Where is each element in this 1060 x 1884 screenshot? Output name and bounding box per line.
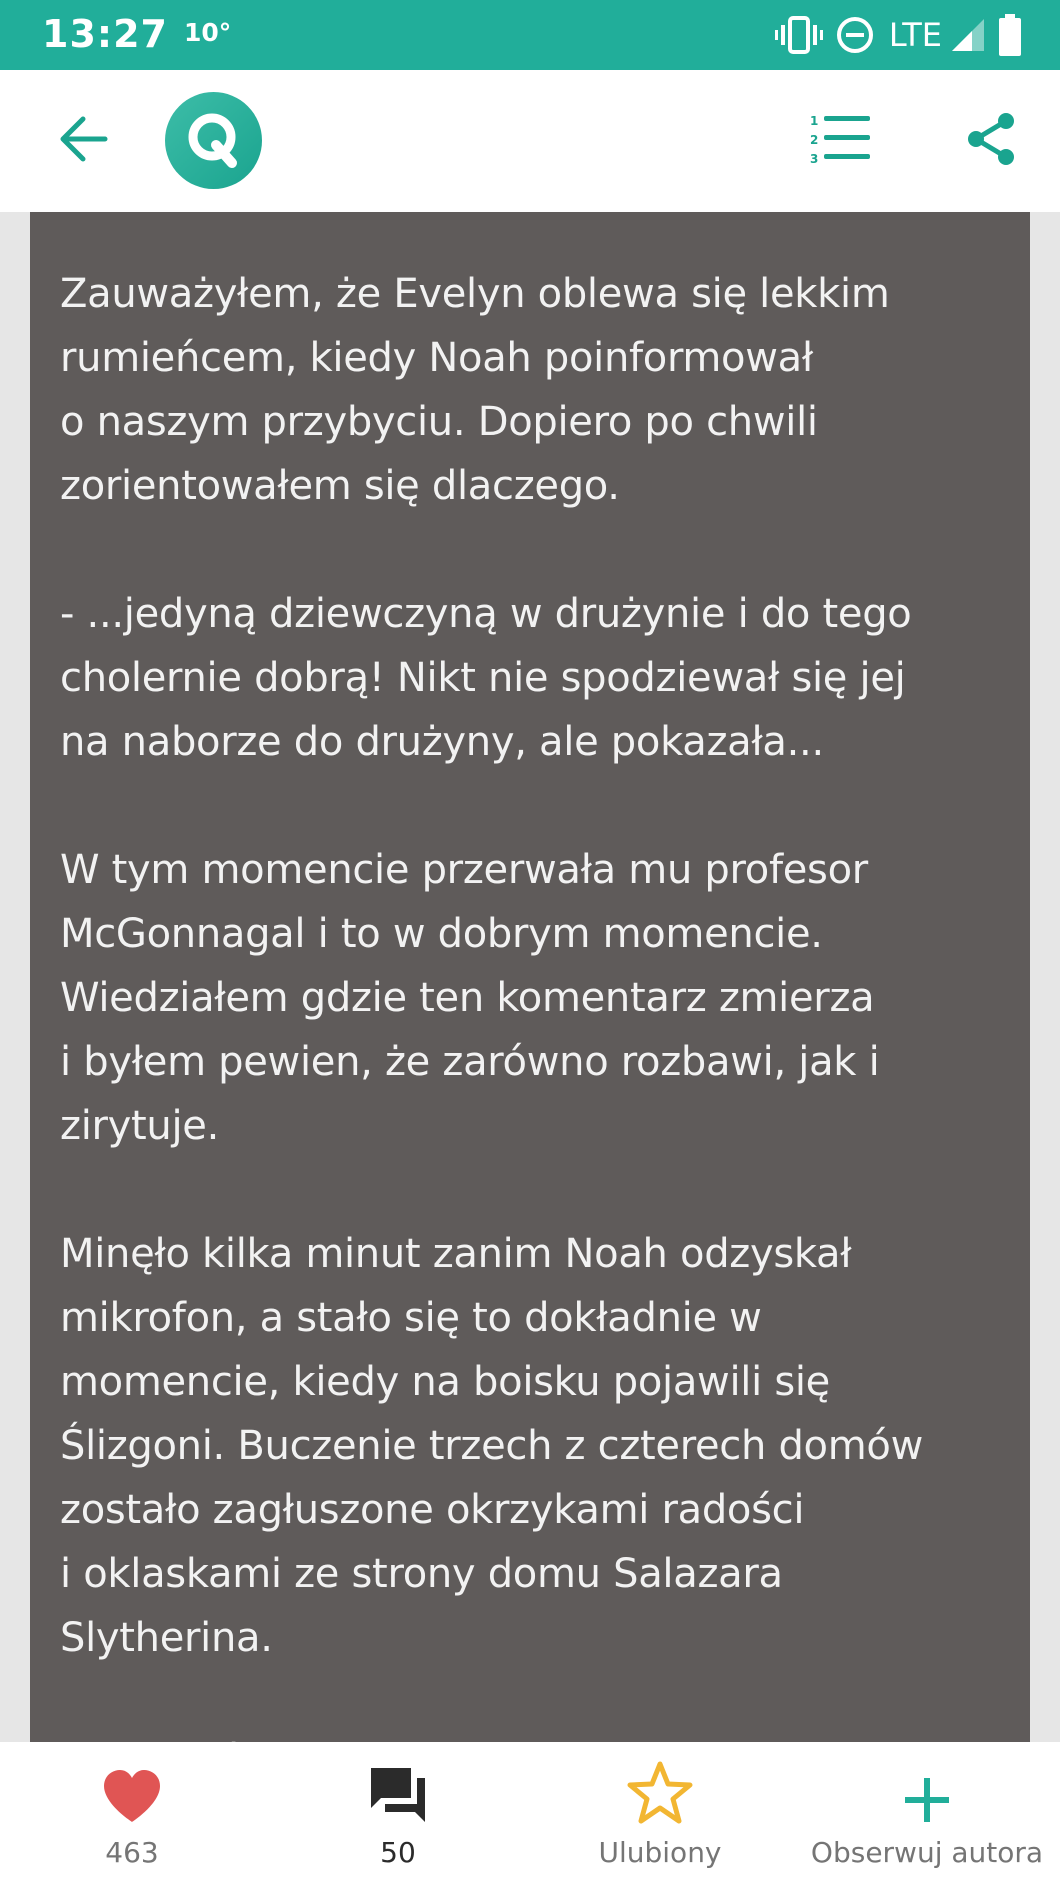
logo-q-icon [182,107,246,175]
left-margin [0,212,30,1742]
story-paragraph: - ...jedyną dziewczyną w drużynie i do tego cholernie dobrą! Nikt nie spodziewał się jej na naborze do drużyny, ale pokazała... [60,591,912,765]
favorite-label: Ulubiony [598,1836,722,1869]
share-icon [966,112,1016,170]
comments-icon [367,1742,429,1824]
battery-icon [998,14,1022,56]
status-time: 13:27 [42,12,168,56]
follow-author-label: Obserwuj autora [810,1836,1044,1869]
favorite-button[interactable] [590,1742,730,1884]
app-logo[interactable] [165,92,262,189]
likes-count: 463 [105,1836,159,1869]
back-button[interactable] [48,107,118,175]
like-button[interactable] [72,1742,192,1884]
svg-text:3: 3 [810,152,819,166]
table-of-contents-button[interactable] [808,110,874,172]
status-icons [775,12,1022,58]
star-outline-icon [626,1742,694,1824]
story-paragraph: W tym momencie przerwała mu profesor McGonnagal i to w dobrym momencie. Wiedziałem gdzie ten komentarz zmierza i byłem pewien, że zarówno rozbawi, jak i zirytuje. [60,847,880,1149]
back-arrow-icon [57,115,109,167]
comments-count: 50 [380,1836,416,1869]
network-type: LTE [888,16,942,54]
app-header [0,70,1060,212]
do-not-disturb-icon [835,15,875,55]
comments-button[interactable] [338,1742,458,1884]
share-button[interactable] [960,110,1022,172]
story-paragraph: Zauważyłem, że Evelyn oblewa się lekkim rumieńcem, kiedy Noah poinformował o naszym przybyciu. Dopiero po chwili zorientowałem się dlaczego. [60,271,890,509]
plus-icon [903,1742,951,1824]
vibrate-icon [775,15,823,55]
heart-icon [101,1742,163,1824]
right-margin [1030,212,1060,1742]
table-of-contents-icon [810,113,872,169]
story-paragraph: Minęło kilka minut zanim Noah odzyskał mikrofon, a stało się to dokładnie w momencie, kiedy na boisku pojawili się Ślizgoni. Buczenie trzech z czterech domów zostało zagłuszone okrzykami radości i oklaskami ze strony domu Salazara Slytherina. [60,1231,923,1661]
story-text [60,262,1015,1862]
status-bar [0,0,1060,70]
status-temperature: 10° [184,18,232,47]
bottom-action-bar [0,1742,1060,1884]
signal-icon [950,17,986,53]
svg-text:2: 2 [810,133,819,147]
follow-author-button[interactable] [812,1742,1042,1884]
story-reader[interactable] [30,212,1030,1742]
svg-text:1: 1 [810,114,819,128]
